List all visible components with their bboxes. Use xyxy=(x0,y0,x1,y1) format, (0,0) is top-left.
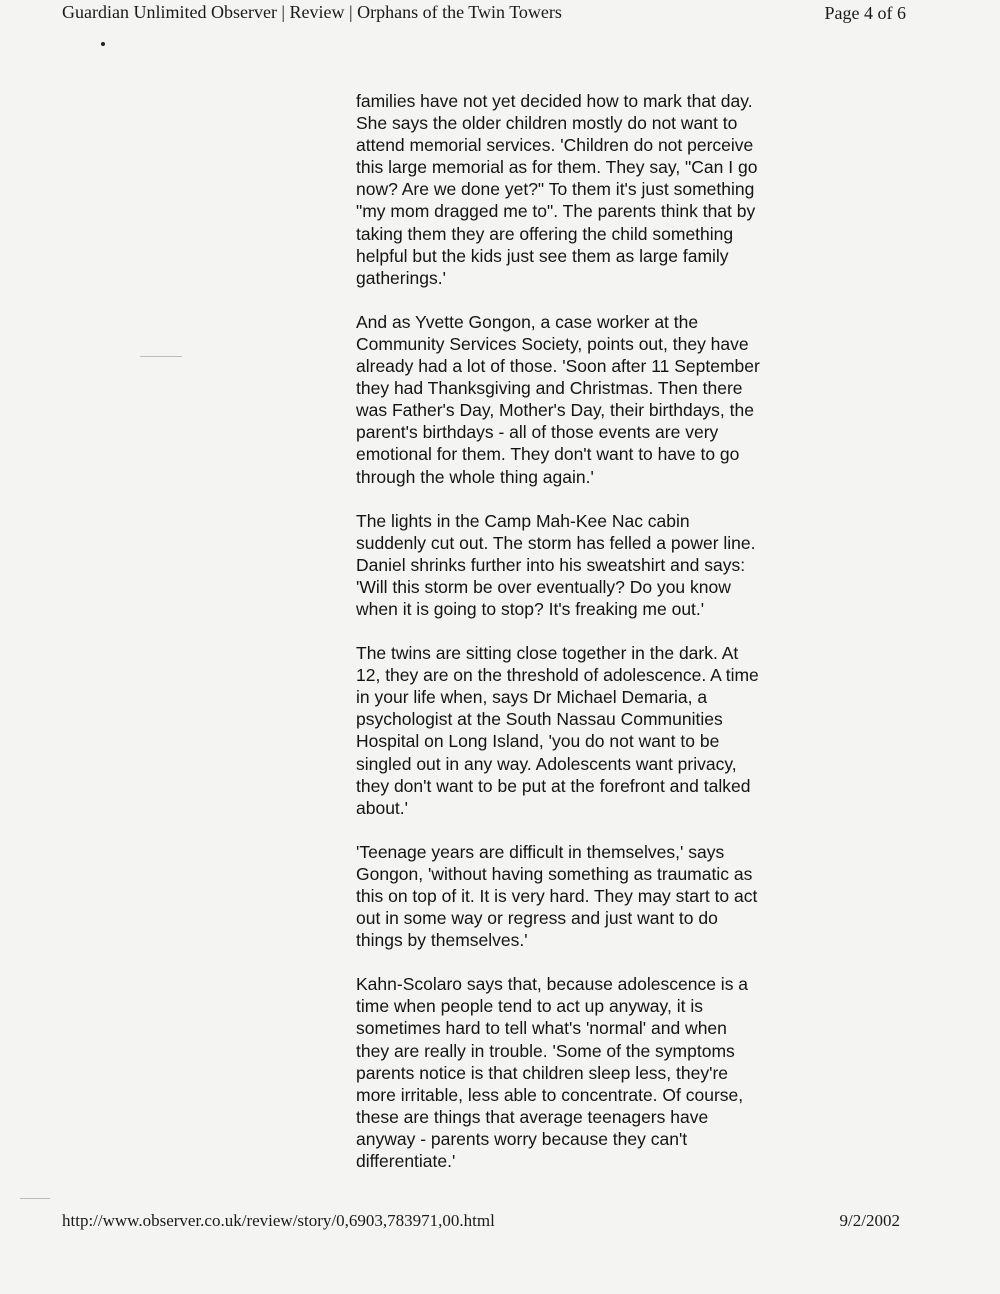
text-line: more irritable, less able to concentrate. Of course, xyxy=(356,1084,744,1105)
text-line: 'Teenage years are difficult in themselves,' says xyxy=(356,841,725,862)
article-body xyxy=(356,90,826,1194)
text-line: psychologist at the South Nassau Communities xyxy=(356,709,723,730)
scan-mark xyxy=(20,1198,50,1199)
text-line: Community Services Society, points out, they have xyxy=(356,333,749,354)
page-header-title: Guardian Unlimited Observer | Review | Orphans of the Twin Towers xyxy=(62,2,562,22)
text-line: things by themselves.' xyxy=(356,930,528,951)
text-line: through the whole thing again.' xyxy=(356,466,594,487)
text-line: in your life when, says Dr Michael Demaria, a xyxy=(356,687,708,708)
text-line: attend memorial services. 'Children do not perceive xyxy=(356,135,754,156)
text-line: Daniel shrinks further into his sweatshirt and says: xyxy=(356,554,746,575)
text-line: singled out in any way. Adolescents want privacy, xyxy=(356,753,737,774)
text-line: 12, they are on the threshold of adolescence. A time xyxy=(356,665,759,686)
text-line: this on top of it. It is very hard. They may start to act xyxy=(356,886,758,906)
text-line: they had Thanksgiving and Christmas. Then there xyxy=(356,378,743,399)
text-line: was Father's Day, Mother's Day, their birthdays, the xyxy=(356,400,754,421)
page-number: Page 4 of 6 xyxy=(824,3,906,23)
text-line: suddenly cut out. The storm has felled a power line. xyxy=(356,532,756,553)
text-line: differentiate.' xyxy=(356,1151,456,1172)
text-line: sometimes hard to tell what's 'normal' and when xyxy=(356,1018,727,1039)
scan-mark xyxy=(140,356,182,357)
text-line: about.' xyxy=(356,797,408,818)
text-line: gatherings.' xyxy=(356,267,446,288)
text-line: now? Are we done yet?" To them it's just something xyxy=(356,179,755,200)
text-line: time when people tend to act up anyway, it is xyxy=(356,996,703,1017)
text-line: parent's birthdays - all of those events are very xyxy=(356,422,719,443)
text-line: out in some way or regress and just want to do xyxy=(356,908,718,929)
text-line: these are things that average teenagers have xyxy=(356,1106,709,1127)
print-date: 9/2/2002 xyxy=(839,1211,900,1230)
text-line: when it is going to stop? It's freaking me out.' xyxy=(356,598,705,619)
text-line: already had a lot of those. 'Soon after 11 September xyxy=(356,356,760,377)
text-line: "my mom dragged me to". The parents think that by xyxy=(356,201,756,222)
text-line: this large memorial as for them. They say, "Can I go xyxy=(356,157,758,178)
article-paragraph xyxy=(356,90,826,289)
text-line: taking them they are offering the child something xyxy=(356,223,734,244)
text-line: The twins are sitting close together in the dark. At xyxy=(356,643,739,664)
text-line: families have not yet decided how to mark that day. xyxy=(356,91,753,111)
article-paragraph xyxy=(356,311,826,488)
text-line: And as Yvette Gongon, a case worker at the xyxy=(356,311,699,332)
article-paragraph xyxy=(356,973,826,1172)
article-paragraph xyxy=(356,841,826,951)
text-line: anyway - parents worry because they can't xyxy=(356,1128,688,1149)
text-line: Hospital on Long Island, 'you do not want to be xyxy=(356,731,720,752)
text-line: parents notice is that children sleep less, they're xyxy=(356,1062,729,1083)
text-line: She says the older children mostly do not want to xyxy=(356,113,738,134)
page-url: http://www.observer.co.uk/review/story/0,6903,783971,00.html xyxy=(62,1211,495,1230)
text-line: The lights in the Camp Mah-Kee Nac cabin xyxy=(356,510,690,531)
text-line: they don't want to be put at the forefront and talked xyxy=(356,775,751,796)
text-line: they are really in trouble. 'Some of the symptoms xyxy=(356,1040,735,1061)
text-line: emotional for them. They don't want to have to go xyxy=(356,444,740,465)
text-line: Gongon, 'without having something as traumatic as xyxy=(356,863,753,884)
text-line: 'Will this storm be over eventually? Do you know xyxy=(356,576,731,597)
text-line: Kahn-Scolaro says that, because adolescence is a xyxy=(356,974,749,995)
scan-speck xyxy=(101,42,105,46)
article-paragraph xyxy=(356,642,826,819)
article-paragraph xyxy=(356,510,826,620)
text-line: helpful but the kids just see them as large family xyxy=(356,245,729,266)
